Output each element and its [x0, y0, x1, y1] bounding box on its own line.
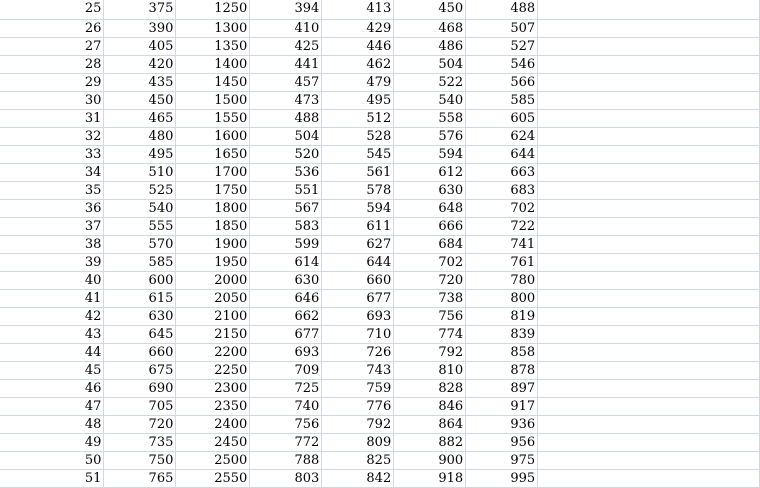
table-cell[interactable]: 441 [250, 55, 322, 73]
table-row [0, 0, 760, 19]
table-cell[interactable]: 49 [0, 433, 104, 451]
table-cell[interactable]: 725 [250, 379, 322, 397]
table-cell[interactable]: 540 [394, 91, 466, 109]
table-row [0, 361, 760, 379]
table-cell[interactable]: 630 [250, 271, 322, 289]
table-cell[interactable]: 450 [394, 0, 466, 19]
empty-cell[interactable] [538, 91, 760, 109]
table-cell[interactable]: 558 [394, 109, 466, 127]
table-cell[interactable]: 720 [104, 415, 176, 433]
table-cell[interactable]: 488 [250, 109, 322, 127]
table-cell[interactable]: 702 [466, 199, 538, 217]
table-cell[interactable]: 566 [466, 73, 538, 91]
table-cell[interactable]: 1450 [176, 73, 250, 91]
empty-cell[interactable] [538, 253, 760, 271]
table-cell[interactable]: 583 [250, 217, 322, 235]
table-cell[interactable]: 660 [322, 271, 394, 289]
table-cell[interactable]: 405 [104, 37, 176, 55]
table-cell[interactable]: 615 [104, 289, 176, 307]
table-cell[interactable]: 546 [466, 55, 538, 73]
table-cell[interactable]: 468 [394, 19, 466, 37]
table-cell[interactable]: 40 [0, 271, 104, 289]
table-row [0, 253, 760, 271]
table-cell[interactable]: 2150 [176, 325, 250, 343]
empty-cell[interactable] [538, 325, 760, 343]
table-cell[interactable]: 858 [466, 343, 538, 361]
table-cell[interactable]: 761 [466, 253, 538, 271]
table-cell[interactable]: 839 [466, 325, 538, 343]
table-cell[interactable]: 525 [104, 181, 176, 199]
table-cell[interactable]: 394 [250, 0, 322, 19]
table-cell[interactable]: 594 [322, 199, 394, 217]
table-cell[interactable]: 630 [394, 181, 466, 199]
table-cell[interactable]: 410 [250, 19, 322, 37]
table-cell[interactable]: 43 [0, 325, 104, 343]
table-cell[interactable]: 450 [104, 91, 176, 109]
empty-cell[interactable] [538, 163, 760, 181]
table-cell[interactable]: 41 [0, 289, 104, 307]
empty-cell[interactable] [538, 433, 760, 451]
table-cell[interactable]: 578 [322, 181, 394, 199]
table-cell[interactable]: 605 [466, 109, 538, 127]
table-row [0, 199, 760, 217]
table-cell[interactable]: 705 [104, 397, 176, 415]
table-cell[interactable]: 495 [104, 145, 176, 163]
table-row [0, 325, 760, 343]
table-cell[interactable]: 741 [466, 235, 538, 253]
empty-cell[interactable] [538, 397, 760, 415]
table-cell[interactable]: 2050 [176, 289, 250, 307]
table-row [0, 451, 760, 469]
table-cell[interactable]: 1250 [176, 0, 250, 19]
table-cell[interactable]: 900 [394, 451, 466, 469]
table-cell[interactable]: 690 [104, 379, 176, 397]
table-cell[interactable]: 897 [466, 379, 538, 397]
table-cell[interactable]: 495 [322, 91, 394, 109]
empty-cell[interactable] [538, 199, 760, 217]
table-cell[interactable]: 630 [104, 307, 176, 325]
table-cell[interactable]: 473 [250, 91, 322, 109]
table-cell[interactable]: 1850 [176, 217, 250, 235]
table-cell[interactable]: 465 [104, 109, 176, 127]
table-cell[interactable]: 435 [104, 73, 176, 91]
table-cell[interactable]: 776 [322, 397, 394, 415]
table-cell[interactable]: 774 [394, 325, 466, 343]
table-cell[interactable]: 809 [322, 433, 394, 451]
table-cell[interactable]: 726 [322, 343, 394, 361]
table-cell[interactable]: 663 [466, 163, 538, 181]
table-row [0, 109, 760, 127]
table-cell[interactable]: 1400 [176, 55, 250, 73]
table-cell[interactable]: 759 [322, 379, 394, 397]
table-cell[interactable]: 504 [250, 127, 322, 145]
table-row [0, 55, 760, 73]
table-row [0, 127, 760, 145]
table-cell[interactable]: 512 [322, 109, 394, 127]
table-cell[interactable]: 2450 [176, 433, 250, 451]
table-row [0, 307, 760, 325]
table-cell[interactable]: 375 [104, 0, 176, 19]
table-cell[interactable]: 917 [466, 397, 538, 415]
table-cell[interactable]: 2000 [176, 271, 250, 289]
table-row [0, 289, 760, 307]
table-cell[interactable]: 792 [394, 343, 466, 361]
table-cell[interactable]: 1550 [176, 109, 250, 127]
table-cell[interactable]: 702 [394, 253, 466, 271]
table-cell[interactable]: 765 [104, 469, 176, 487]
table-cell[interactable]: 684 [394, 235, 466, 253]
table-cell[interactable]: 1600 [176, 127, 250, 145]
table-cell[interactable]: 507 [466, 19, 538, 37]
table-cell[interactable]: 800 [466, 289, 538, 307]
table-cell[interactable]: 648 [394, 199, 466, 217]
table-row [0, 19, 760, 37]
table-cell[interactable]: 878 [466, 361, 538, 379]
table-cell[interactable]: 42 [0, 307, 104, 325]
table-cell[interactable]: 743 [322, 361, 394, 379]
empty-cell[interactable] [538, 217, 760, 235]
table-cell[interactable]: 2350 [176, 397, 250, 415]
table-cell[interactable]: 1750 [176, 181, 250, 199]
table-cell[interactable]: 2550 [176, 469, 250, 487]
table-row [0, 271, 760, 289]
table-cell[interactable]: 48 [0, 415, 104, 433]
table-cell[interactable]: 738 [394, 289, 466, 307]
empty-cell[interactable] [538, 271, 760, 289]
table-row [0, 415, 760, 433]
table-cell[interactable]: 47 [0, 397, 104, 415]
table-cell[interactable]: 1500 [176, 91, 250, 109]
table-cell[interactable]: 646 [250, 289, 322, 307]
table-cell[interactable]: 750 [104, 451, 176, 469]
table-cell[interactable]: 600 [104, 271, 176, 289]
table-cell[interactable]: 536 [250, 163, 322, 181]
table-cell[interactable]: 480 [104, 127, 176, 145]
table-cell[interactable]: 551 [250, 181, 322, 199]
table-cell[interactable]: 2250 [176, 361, 250, 379]
table-cell[interactable]: 2100 [176, 307, 250, 325]
table-cell[interactable]: 25 [0, 0, 104, 19]
empty-cell[interactable] [538, 19, 760, 37]
table-cell[interactable]: 710 [322, 325, 394, 343]
table-cell[interactable]: 576 [394, 127, 466, 145]
table-cell[interactable]: 677 [322, 289, 394, 307]
table-cell[interactable]: 527 [466, 37, 538, 55]
table-cell[interactable]: 825 [322, 451, 394, 469]
empty-cell[interactable] [538, 145, 760, 163]
table-row [0, 163, 760, 181]
table-row [0, 217, 760, 235]
table-cell[interactable]: 520 [250, 145, 322, 163]
table-cell[interactable]: 740 [250, 397, 322, 415]
table-cell[interactable]: 2300 [176, 379, 250, 397]
table-cell[interactable]: 936 [466, 415, 538, 433]
table-cell[interactable]: 709 [250, 361, 322, 379]
table-cell[interactable]: 45 [0, 361, 104, 379]
table-cell[interactable]: 540 [104, 199, 176, 217]
table-cell[interactable]: 555 [104, 217, 176, 235]
empty-cell[interactable] [538, 37, 760, 55]
table-cell[interactable]: 38 [0, 235, 104, 253]
table-row [0, 235, 760, 253]
table-cell[interactable]: 34 [0, 163, 104, 181]
table-cell[interactable]: 479 [322, 73, 394, 91]
table-cell[interactable]: 28 [0, 55, 104, 73]
table-cell[interactable]: 37 [0, 217, 104, 235]
empty-cell[interactable] [538, 307, 760, 325]
table-cell[interactable]: 1900 [176, 235, 250, 253]
table-cell[interactable]: 29 [0, 73, 104, 91]
table-cell[interactable]: 33 [0, 145, 104, 163]
empty-cell[interactable] [538, 127, 760, 145]
table-cell[interactable]: 666 [394, 217, 466, 235]
empty-cell[interactable] [538, 181, 760, 199]
table-cell[interactable]: 1950 [176, 253, 250, 271]
table-cell[interactable]: 35 [0, 181, 104, 199]
table-cell[interactable]: 756 [250, 415, 322, 433]
table-cell[interactable]: 36 [0, 199, 104, 217]
empty-cell[interactable] [538, 361, 760, 379]
table-cell[interactable]: 612 [394, 163, 466, 181]
table-cell[interactable]: 486 [394, 37, 466, 55]
table-cell[interactable]: 51 [0, 469, 104, 487]
empty-cell[interactable] [538, 73, 760, 91]
empty-cell[interactable] [538, 109, 760, 127]
table-cell[interactable]: 1300 [176, 19, 250, 37]
table-cell[interactable]: 645 [104, 325, 176, 343]
table-cell[interactable]: 39 [0, 253, 104, 271]
table-cell[interactable]: 510 [104, 163, 176, 181]
table-cell[interactable]: 30 [0, 91, 104, 109]
table-cell[interactable]: 1700 [176, 163, 250, 181]
table-cell[interactable]: 683 [466, 181, 538, 199]
table-cell[interactable]: 819 [466, 307, 538, 325]
table-cell[interactable]: 720 [394, 271, 466, 289]
table-cell[interactable]: 457 [250, 73, 322, 91]
table-cell[interactable]: 722 [466, 217, 538, 235]
table-cell[interactable]: 956 [466, 433, 538, 451]
table-cell[interactable]: 803 [250, 469, 322, 487]
table-cell[interactable]: 1650 [176, 145, 250, 163]
table-cell[interactable]: 693 [322, 307, 394, 325]
table-cell[interactable]: 32 [0, 127, 104, 145]
empty-cell[interactable] [538, 55, 760, 73]
table-cell[interactable]: 2500 [176, 451, 250, 469]
table-cell[interactable]: 567 [250, 199, 322, 217]
table-row [0, 37, 760, 55]
table-cell[interactable]: 846 [394, 397, 466, 415]
table-cell[interactable]: 614 [250, 253, 322, 271]
empty-cell[interactable] [538, 289, 760, 307]
table-cell[interactable]: 1800 [176, 199, 250, 217]
table-cell[interactable]: 429 [322, 19, 394, 37]
table-cell[interactable]: 780 [466, 271, 538, 289]
table-cell[interactable]: 488 [466, 0, 538, 19]
table-row [0, 343, 760, 361]
table-cell[interactable]: 882 [394, 433, 466, 451]
table-cell[interactable]: 594 [394, 145, 466, 163]
table-row [0, 181, 760, 199]
table-cell[interactable]: 50 [0, 451, 104, 469]
table-cell[interactable]: 561 [322, 163, 394, 181]
table-cell[interactable]: 390 [104, 19, 176, 37]
table-cell[interactable]: 627 [322, 235, 394, 253]
table-cell[interactable]: 644 [466, 145, 538, 163]
table-cell[interactable]: 585 [466, 91, 538, 109]
table-cell[interactable]: 413 [322, 0, 394, 19]
table-cell[interactable]: 828 [394, 379, 466, 397]
table-row [0, 73, 760, 91]
table-cell[interactable]: 788 [250, 451, 322, 469]
empty-cell[interactable] [538, 415, 760, 433]
table-cell[interactable]: 44 [0, 343, 104, 361]
empty-cell[interactable] [538, 469, 760, 487]
table-cell[interactable]: 420 [104, 55, 176, 73]
table-cell[interactable]: 528 [322, 127, 394, 145]
table-row [0, 91, 760, 109]
table-cell[interactable]: 599 [250, 235, 322, 253]
table-cell[interactable]: 772 [250, 433, 322, 451]
table-cell[interactable]: 2400 [176, 415, 250, 433]
table-cell[interactable]: 660 [104, 343, 176, 361]
table-cell[interactable]: 46 [0, 379, 104, 397]
empty-cell[interactable] [538, 343, 760, 361]
table-cell[interactable]: 425 [250, 37, 322, 55]
table-cell[interactable]: 585 [104, 253, 176, 271]
table-cell[interactable]: 1350 [176, 37, 250, 55]
table-cell[interactable]: 810 [394, 361, 466, 379]
table-cell[interactable]: 462 [322, 55, 394, 73]
table-cell[interactable]: 735 [104, 433, 176, 451]
table-cell[interactable]: 611 [322, 217, 394, 235]
table-row [0, 397, 760, 415]
table-cell[interactable]: 446 [322, 37, 394, 55]
table-cell[interactable]: 644 [322, 253, 394, 271]
empty-cell[interactable] [538, 235, 760, 253]
table-cell[interactable]: 792 [322, 415, 394, 433]
table-cell[interactable]: 842 [322, 469, 394, 487]
table-cell[interactable]: 677 [250, 325, 322, 343]
table-cell[interactable]: 693 [250, 343, 322, 361]
table-cell[interactable]: 522 [394, 73, 466, 91]
table-cell[interactable]: 662 [250, 307, 322, 325]
table-row [0, 469, 760, 487]
table-cell[interactable]: 995 [466, 469, 538, 487]
table-cell[interactable]: 975 [466, 451, 538, 469]
table-cell[interactable]: 570 [104, 235, 176, 253]
table-row [0, 145, 760, 163]
table-cell[interactable]: 27 [0, 37, 104, 55]
table-cell[interactable]: 31 [0, 109, 104, 127]
table-cell[interactable]: 756 [394, 307, 466, 325]
table-row [0, 379, 760, 397]
table-cell[interactable]: 504 [394, 55, 466, 73]
table-cell[interactable]: 26 [0, 19, 104, 37]
table-cell[interactable]: 545 [322, 145, 394, 163]
empty-cell[interactable] [538, 379, 760, 397]
empty-cell[interactable] [538, 0, 760, 19]
table-cell[interactable]: 2200 [176, 343, 250, 361]
table-row [0, 433, 760, 451]
empty-cell[interactable] [538, 451, 760, 469]
table-cell[interactable]: 624 [466, 127, 538, 145]
table-cell[interactable]: 864 [394, 415, 466, 433]
table-cell[interactable]: 675 [104, 361, 176, 379]
table-cell[interactable]: 918 [394, 469, 466, 487]
